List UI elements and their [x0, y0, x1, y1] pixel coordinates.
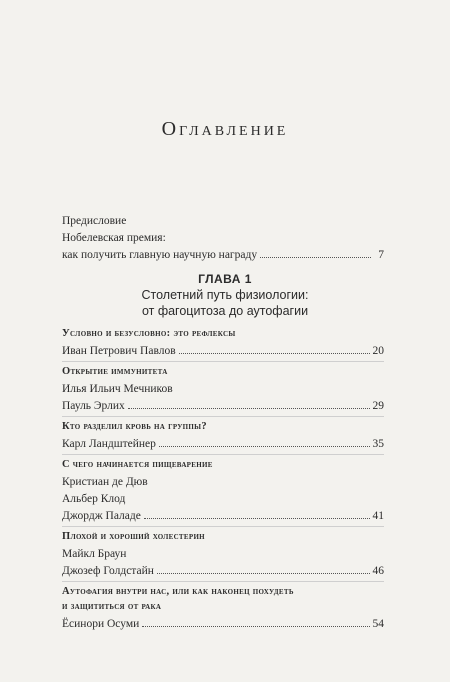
section-heading: Кто разделил кровь на группы? [62, 421, 207, 432]
entry-page: 46 [372, 565, 384, 577]
entry-name: Иван Петрович Павлов [62, 345, 176, 357]
entry-name: Пауль Эрлих [62, 400, 125, 412]
dot-leader [128, 407, 370, 409]
preface-line-2: Нобелевская премия: [62, 232, 166, 244]
section-divider [62, 581, 384, 582]
preface-page: 7 [378, 249, 384, 261]
toc-entry[interactable] [62, 344, 384, 358]
section-divider [62, 526, 384, 527]
section-heading-cont: и защититься от рака [62, 601, 162, 612]
chapter-label: ГЛАВА 1 [198, 272, 252, 286]
preface-line-1: Предисловие [62, 215, 127, 227]
entry-page: 41 [372, 510, 384, 522]
section-divider [62, 454, 384, 455]
section-heading: Плохой и хороший холестерин [62, 531, 205, 542]
preface-entry[interactable] [62, 248, 384, 262]
entry-page: 54 [372, 618, 384, 630]
preface-line-3: как получить главную научную награду [62, 249, 258, 261]
entry-page: 29 [372, 400, 384, 412]
dot-leader [144, 517, 370, 519]
toc-entry[interactable] [62, 509, 384, 523]
section-divider [62, 361, 384, 362]
toc-entry-name[interactable]: Илья Ильич Мечников [62, 383, 173, 395]
toc-entry[interactable] [62, 617, 384, 631]
dot-leader [179, 352, 370, 354]
dot-leader [159, 445, 370, 447]
section-heading: Условно и безусловно: это рефлексы [62, 328, 236, 339]
dot-leader [142, 625, 369, 627]
dot-leader [260, 256, 371, 258]
toc-entry[interactable] [62, 564, 384, 578]
toc-entry-name[interactable]: Кристиан де Дюв [62, 476, 148, 488]
section-heading: Открытие иммунитета [62, 366, 168, 377]
entry-name: Карл Ландштейнер [62, 438, 156, 450]
entry-name: Джордж Паладе [62, 510, 141, 522]
entry-name: Ёсинори Осуми [62, 618, 140, 630]
entry-name: Джозеф Голдстайн [62, 565, 154, 577]
toc-entry-name[interactable]: Альбер Клод [62, 493, 126, 505]
section-heading: С чего начинается пищеварение [62, 459, 213, 470]
toc-entry-name[interactable]: Майкл Браун [62, 548, 127, 560]
entry-page: 35 [372, 438, 384, 450]
chapter-title-line-1: Столетний путь физиологии: [141, 288, 309, 302]
section-heading: Аутофагия внутри нас, или как наконец похудеть [62, 586, 294, 597]
toc-title: Оглавление [161, 118, 289, 140]
chapter-title-line-2: от фагоцитоза до аутофагии [141, 304, 309, 318]
section-divider [62, 416, 384, 417]
entry-page: 20 [372, 345, 384, 357]
dot-leader [157, 572, 370, 574]
toc-entry[interactable] [62, 437, 384, 451]
toc-entry[interactable] [62, 399, 384, 413]
